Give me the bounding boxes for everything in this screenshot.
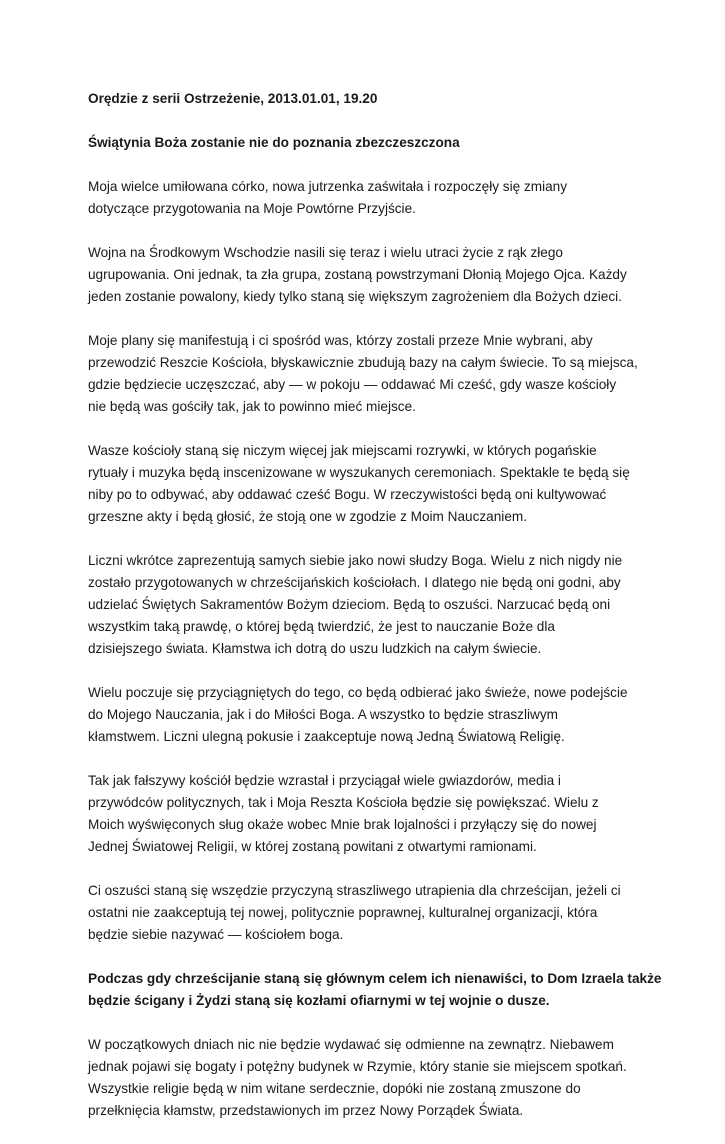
paragraph-5: Liczni wkrótce zaprezentują samych siebie jako nowi słudzy Boga. Wielu z nich nigdy nie zostało przygotowanych w chrześcijańskich kościołach. I dlatego nie będą oni godni, aby udzielać Świętych Sakramentów Bożym dzieciom. Będą to oszuści. Narzucać będą oni wszystkim taką prawdę, o której będą twierdzić, że jest to nauczanie Boże dla dzisiejszego świata. Kłamstwa ich dotrą do uszu ludzkich na całym świecie. [88, 553, 623, 656]
paragraph-7: Tak jak fałszywy kościół będzie wzrastał i przyciągał wiele gwiazdorów, media i przywódców politycznych, tak i Moja Reszta Kościoła będzie się powiększać. Wielu z Moich wyświęconych sług okaże wobec Mnie brak lojalności i przyłączy się do nowej Jednej Światowej Religii, w której zostaną powitani z otwartymi ramionami. [88, 773, 599, 854]
bold-paragraph: Podczas gdy chrześcijanie staną się głównym celem ich nienawiści, to Dom Izraela także będzie ścigany i Żydzi staną się kozłami ofiarnymi w tej wojnie o dusze. [88, 971, 662, 1008]
paragraph-3: Moje plany się manifestują i ci spośród was, którzy zostali przeze Mnie wybrani, aby przewodzić Reszcie Kościoła, błyskawicznie zbudują bazy na całym świecie. To są miejsca, gdzie będziecie uczęszczać, aby — w pokoju — oddawać Mi cześć, gdy wasze kościoły nie będą was gościły tak, jak to powinno mieć miejsce. [88, 333, 638, 414]
document-content [88, 88, 673, 1144]
paragraph-8: Ci oszuści staną się wszędzie przyczyną straszliwego utrapienia dla chrześcijan, jeżeli ci ostatni nie zaakceptują tej nowej, politycznie poprawnej, kulturalnej organizacji, która będzie siebie nazywać — kościołem boga. [88, 883, 621, 942]
document-title: Świątynia Boża zostanie nie do poznania zbezczeszczona [88, 135, 460, 150]
paragraph-1: Moja wielce umiłowana córko, nowa jutrzenka zaświtała i rozpoczęły się zmiany dotyczące przygotowania na Moje Powtórne Przyjście. [88, 179, 568, 216]
paragraph-2: Wojna na Środkowym Wschodzie nasili się teraz i wielu utraci życie z rąk złego ugrupowania. Oni jednak, ta zła grupa, zostaną powstrzymani Dłonią Mojego Ojca. Każdy jeden zostanie powalony, kiedy tylko staną się większym zagrożeniem dla Bożych dzieci. [88, 245, 627, 304]
paragraph-6: Wielu poczuje się przyciągniętych do tego, co będą odbierać jako świeże, nowe podejście do Mojego Nauczania, jak i do Miłości Boga. A wszystko to będzie straszliwym kłamstwem. Liczni ulegną pokusie i zaakceptuje nową Jedną Światową Religię. [88, 685, 628, 744]
paragraph-4: Wasze kościoły staną się niczym więcej jak miejscami rozrywki, w których pogańskie rytuały i muzyka będą inscenizowane w wyszukanych ceremoniach. Spektakle te będą się niby po to odbywać, aby oddawać cześć Bogu. W rzeczywistości będą oni kultywować grzeszne akty i będą głosić, że stoją one w zgodzie z Moim Nauczaniem. [88, 443, 630, 524]
document-header: Orędzie z serii Ostrzeżenie, 2013.01.01, 19.20 [88, 91, 378, 106]
final-paragraph: W początkowych dniach nic nie będzie wydawać się odmienne na zewnątrz. Niebawem jednak pojawi się bogaty i potężny budynek w Rzymie, który stanie sie miejscem spotkań. Wszystkie religie będą w nim witane serdecznie, dopóki nie zostaną zmuszone do przełknięcia kłamstw, przedstawionych im przez Nowy Porządek Świata. [88, 1037, 627, 1118]
